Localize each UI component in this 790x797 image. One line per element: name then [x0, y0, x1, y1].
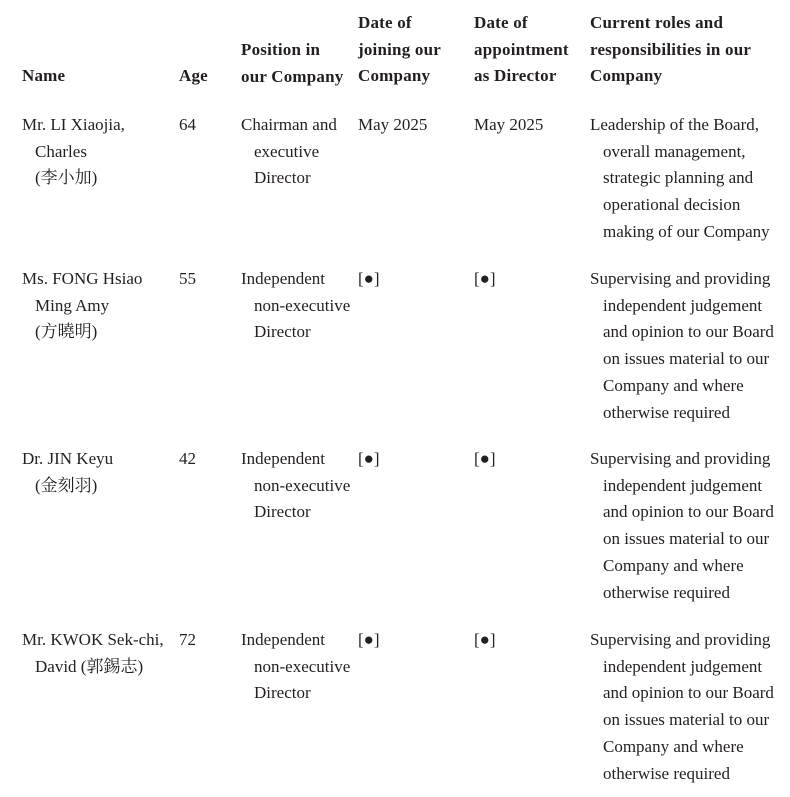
cell-line: and opinion to our Board — [603, 322, 774, 342]
header-line: Current roles and — [590, 13, 724, 32]
cell-line: Company and where — [603, 375, 744, 395]
header-line: Date of — [474, 13, 528, 32]
placeholder-bullet: [●] — [358, 269, 380, 288]
header-roles — [590, 10, 785, 90]
cell-line: 55 — [179, 269, 196, 288]
cell-line: non-executive — [254, 656, 351, 676]
cell-line: Independent — [241, 269, 326, 288]
cell-line: Director — [254, 168, 311, 188]
placeholder-bullet: [●] — [474, 449, 496, 468]
cell-line: 72 — [179, 630, 196, 649]
cell-line: otherwise required — [603, 582, 730, 602]
cell-age — [179, 112, 229, 139]
cell-joining-date — [358, 627, 468, 654]
cell-line: independent judgement — [603, 295, 763, 315]
header-line: appointment — [474, 39, 569, 59]
cell-line: David (郭錫志) — [35, 656, 144, 676]
header-line: Date of — [358, 13, 412, 32]
cell-appointment-date — [474, 446, 584, 473]
cell-position — [241, 266, 351, 346]
cell-line: May 2025 — [474, 115, 544, 134]
cell-name — [22, 112, 172, 192]
cell-joining-date — [358, 266, 468, 293]
cell-age — [179, 446, 229, 473]
header-position — [241, 37, 351, 90]
cell-line: on issues material to our — [603, 349, 770, 369]
header-line: joining our — [358, 39, 441, 59]
placeholder-bullet: [●] — [474, 269, 496, 288]
cell-line: Director — [254, 502, 311, 522]
cell-roles — [590, 627, 785, 787]
cell-appointment-date — [474, 627, 584, 654]
header-line: responsibilities in our — [590, 39, 752, 59]
cell-roles — [590, 266, 785, 426]
cell-age — [179, 627, 229, 654]
cell-line: Independent — [241, 630, 326, 649]
cell-line: Mr. LI Xiaojia, — [22, 115, 125, 134]
cell-line: Supervising and providing — [590, 630, 771, 649]
cell-line: Charles — [35, 141, 87, 161]
cell-line: Supervising and providing — [590, 449, 771, 468]
cell-position — [241, 446, 351, 526]
cell-appointment-date — [474, 112, 584, 139]
placeholder-bullet: [●] — [474, 630, 496, 649]
cell-position — [241, 627, 351, 707]
cell-line: Director — [254, 683, 311, 703]
cell-line: Independent — [241, 449, 326, 468]
cell-line: Dr. JIN Keyu — [22, 449, 114, 468]
cell-line: executive — [254, 141, 320, 161]
cell-line: (李小加) — [35, 168, 98, 188]
header-joining-date — [358, 10, 468, 90]
cell-line: Mr. KWOK Sek-chi, — [22, 630, 164, 649]
cell-line: May 2025 — [358, 115, 428, 134]
cell-name — [22, 446, 172, 499]
cell-line: independent judgement — [603, 475, 763, 495]
cell-line: and opinion to our Board — [603, 683, 774, 703]
cell-joining-date — [358, 112, 468, 139]
header-line: Company — [590, 66, 663, 86]
cell-position — [241, 112, 351, 192]
cell-appointment-date — [474, 266, 584, 293]
cell-line: 64 — [179, 115, 196, 134]
header-line: our Company — [241, 66, 344, 86]
cell-line: on issues material to our — [603, 529, 770, 549]
header-line: Company — [358, 66, 431, 86]
cell-line: making of our Company — [603, 221, 770, 241]
cell-joining-date — [358, 446, 468, 473]
cell-line: 42 — [179, 449, 196, 468]
cell-line: non-executive — [254, 475, 351, 495]
cell-line: (金刻羽) — [35, 475, 98, 495]
cell-line: Supervising and providing — [590, 269, 771, 288]
cell-line: Chairman and — [241, 115, 337, 134]
cell-line: otherwise required — [603, 402, 730, 422]
cell-line: non-executive — [254, 295, 351, 315]
cell-line: on issues material to our — [603, 710, 770, 730]
header-line: Name — [22, 66, 66, 85]
cell-line: Company and where — [603, 736, 744, 756]
cell-name — [22, 266, 172, 346]
header-appointment-date — [474, 10, 584, 90]
cell-line: (方曉明) — [35, 322, 98, 342]
header-name — [22, 63, 172, 90]
cell-roles — [590, 112, 785, 246]
cell-age — [179, 266, 229, 293]
header-line: Age — [179, 66, 208, 85]
cell-line: Director — [254, 322, 311, 342]
placeholder-bullet: [●] — [358, 630, 380, 649]
header-line: as Director — [474, 66, 557, 86]
header-line: Position in — [241, 40, 321, 59]
cell-line: Ming Amy — [35, 295, 110, 315]
cell-line: otherwise required — [603, 763, 730, 783]
cell-line: and opinion to our Board — [603, 502, 774, 522]
placeholder-bullet: [●] — [358, 449, 380, 468]
cell-line: strategic planning and — [603, 168, 754, 188]
header-age — [179, 63, 229, 90]
cell-line: operational decision — [603, 195, 741, 215]
cell-name — [22, 627, 172, 680]
cell-line: overall management, — [603, 141, 746, 161]
cell-line: Leadership of the Board, — [590, 115, 759, 134]
cell-line: independent judgement — [603, 656, 763, 676]
cell-line: Company and where — [603, 555, 744, 575]
cell-line: Ms. FONG Hsiao — [22, 269, 143, 288]
cell-roles — [590, 446, 785, 606]
